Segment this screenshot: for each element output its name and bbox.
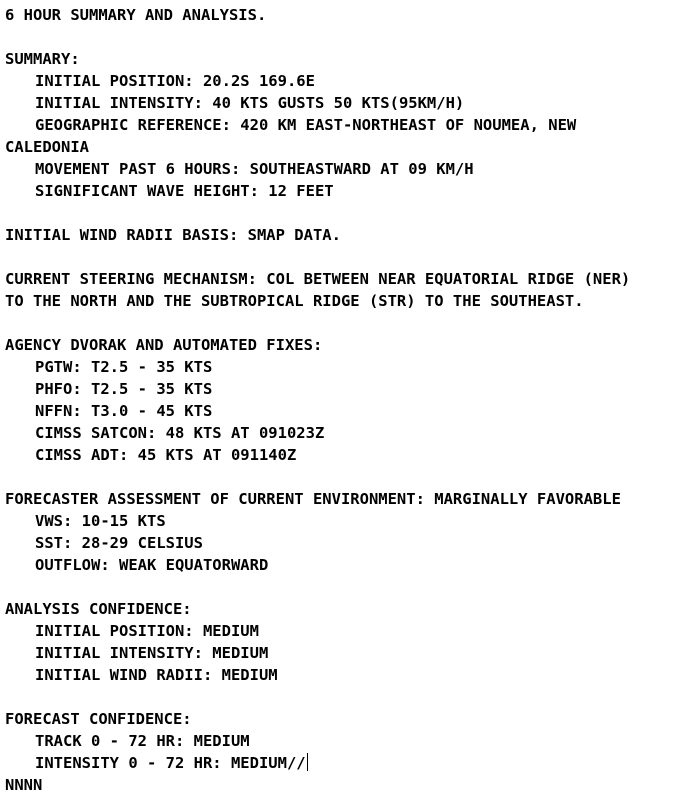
- dvorak-fix: PHFO: T2.5 - 35 KTS: [35, 380, 213, 398]
- analysis-confidence-item: INITIAL INTENSITY: MEDIUM: [35, 644, 269, 662]
- analysis-confidence-item: INITIAL POSITION: MEDIUM: [35, 622, 259, 640]
- steering-mechanism-line-2: TO THE NORTH AND THE SUBTROPICAL RIDGE (STR) TO THE SOUTHEAST.: [5, 292, 584, 310]
- dvorak-fix: CIMSS SATCON: 48 KTS AT 091023Z: [35, 424, 325, 442]
- summary-geographic-reference: GEOGRAPHIC REFERENCE: 420 KM EAST-NORTHEAST OF NOUMEA, NEW: [35, 116, 577, 134]
- spacer: [5, 26, 693, 48]
- summary-initial-position: INITIAL POSITION: 20.2S 169.6E: [35, 72, 315, 90]
- spacer: [5, 312, 693, 334]
- spacer: [5, 466, 693, 488]
- spacer: [5, 202, 693, 224]
- dvorak-fix: CIMSS ADT: 45 KTS AT 091140Z: [35, 446, 297, 464]
- forecast-confidence-heading: FORECAST CONFIDENCE:: [5, 710, 192, 728]
- end-marker: NNNN: [5, 776, 43, 794]
- steering-mechanism-line-1: CURRENT STEERING MECHANISM: COL BETWEEN NEAR EQUATORIAL RIDGE (NER): [5, 270, 631, 288]
- dvorak-fix: NFFN: T3.0 - 45 KTS: [35, 402, 213, 420]
- summary-geographic-reference-continued: CALEDONIA: [5, 138, 89, 156]
- summary-heading: SUMMARY:: [5, 50, 80, 68]
- wind-radii-basis: INITIAL WIND RADII BASIS: SMAP DATA.: [5, 226, 341, 244]
- spacer: [5, 686, 693, 708]
- bulletin-document: [5, 4, 693, 796]
- forecast-confidence-intensity: INTENSITY 0 - 72 HR: MEDIUM//: [35, 754, 306, 772]
- forecast-confidence-intensity-line[interactable]: [5, 752, 693, 774]
- spacer: [5, 576, 693, 598]
- text-cursor: [307, 753, 308, 771]
- environment-item: SST: 28-29 CELSIUS: [35, 534, 203, 552]
- summary-initial-intensity: INITIAL INTENSITY: 40 KTS GUSTS 50 KTS(95KM/H): [35, 94, 465, 112]
- analysis-confidence-heading: ANALYSIS CONFIDENCE:: [5, 600, 192, 618]
- analysis-confidence-item: INITIAL WIND RADII: MEDIUM: [35, 666, 278, 684]
- environment-item: OUTFLOW: WEAK EQUATORWARD: [35, 556, 269, 574]
- bulletin-title: 6 HOUR SUMMARY AND ANALYSIS.: [5, 6, 267, 24]
- summary-movement: MOVEMENT PAST 6 HOURS: SOUTHEASTWARD AT 09 KM/H: [35, 160, 474, 178]
- summary-wave-height: SIGNIFICANT WAVE HEIGHT: 12 FEET: [35, 182, 334, 200]
- environment-heading: FORECASTER ASSESSMENT OF CURRENT ENVIRONMENT: MARGINALLY FAVORABLE: [5, 490, 621, 508]
- spacer: [5, 246, 693, 268]
- forecast-confidence-track: TRACK 0 - 72 HR: MEDIUM: [35, 732, 250, 750]
- dvorak-heading: AGENCY DVORAK AND AUTOMATED FIXES:: [5, 336, 323, 354]
- environment-item: VWS: 10-15 KTS: [35, 512, 166, 530]
- dvorak-fix: PGTW: T2.5 - 35 KTS: [35, 358, 213, 376]
